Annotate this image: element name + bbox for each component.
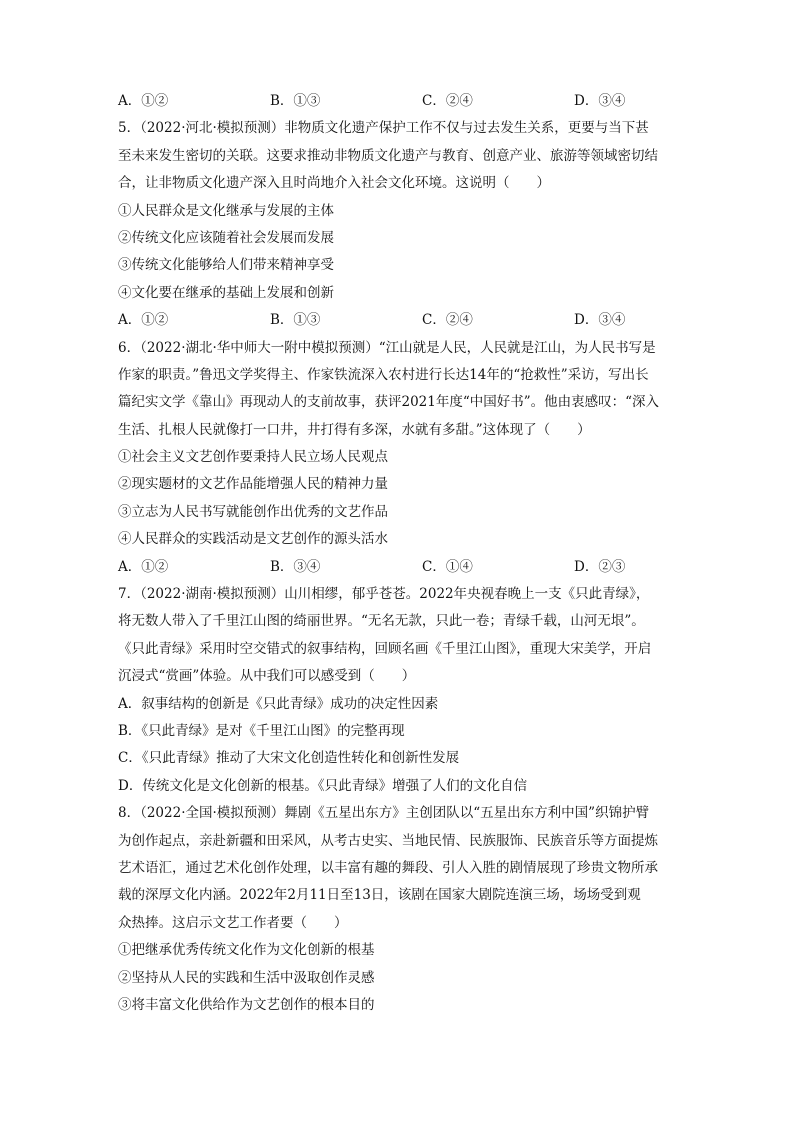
q8-stem-line-2: 为创作起点，亲赴新疆和田采风，从考古史实、当地民情、民族服饰、民族音乐等方面提炼 xyxy=(118,832,658,849)
q6-option-b: B．③④ xyxy=(270,558,321,575)
q5-option-b: B．①③ xyxy=(270,312,321,329)
q6-option-d: D．②③ xyxy=(574,558,626,575)
q6-stem-line-3: 篇纪实文学《靠山》再现动人的支前故事，获评2021年度“中国好书”。他由衷感叹：“深入 xyxy=(118,394,660,411)
q7-stem-line-1: 7．（2022·湖南·模拟预测）山川相缪，郁乎苍苍。2022年央视春晚上一支《只此青绿》， xyxy=(118,586,650,603)
q8-stem-line-3: 艺术语汇，通过艺术化创作处理，以丰富有趣的舞段、引人入胜的剧情展现了珍贵文物所承 xyxy=(118,859,658,876)
q6-option-a: A．①② xyxy=(118,558,169,575)
q5-item-2: ②传统文化应该随着社会发展而发展 xyxy=(118,229,334,246)
q8-item-3: ③将丰富文化供给作为文艺创作的根本目的 xyxy=(118,996,375,1013)
q5-option-a: A．①② xyxy=(118,312,169,329)
q8-item-2: ②坚持从人民的实践和生活中汲取创作灵感 xyxy=(118,969,375,986)
q6-stem-line-1: 6．（2022·湖北·华中师大一附中模拟预测）“江山就是人民，人民就是江山，为人民书写是 xyxy=(118,339,656,356)
q6-item-3: ③立志为人民书写就能创作出优秀的文艺作品 xyxy=(118,503,388,520)
q7-choice-a: A．叙事结构的创新是《只此青绿》成功的决定性因素 xyxy=(118,695,439,712)
question-7 xyxy=(118,581,678,800)
q8-stem-line-1: 8．（2022·全国·模拟预测）舞剧《五星出东方》主创团队以“五星出东方利中国”织锦护臂 xyxy=(118,805,650,822)
q6-item-1: ①社会主义文艺创作要秉持人民立场人民观点 xyxy=(118,449,388,466)
q7-stem-line-4: 沉浸式“赏画”体验。从中我们可以感受到（ ） xyxy=(118,668,416,685)
q6-options xyxy=(118,554,678,581)
page-content xyxy=(118,88,678,1019)
q7-choice-b: B．《只此青绿》是对《千里江山图》的完整再现 xyxy=(118,722,405,739)
q4-options xyxy=(118,88,678,115)
q6-stem-line-4: 生活、扎根人民就像打一口井，井打得有多深，水就有多甜。”这体现了（ ） xyxy=(118,421,591,438)
q4-option-d: D．③④ xyxy=(574,93,626,109)
q8-stem-line-4: 载的深厚文化内涵。2022年2月11日至13日，该剧在国家大剧院连演三场，场场受到观 xyxy=(118,887,641,904)
q7-choice-c: C．《只此青绿》推动了大宋文化创造性转化和创新性发展 xyxy=(118,750,460,767)
q5-option-c: C．②④ xyxy=(422,312,473,329)
q6-item-4: ④人民群众的实践活动是文艺创作的源头活水 xyxy=(118,531,388,548)
q6-item-2: ②现实题材的文艺作品能增强人民的精神力量 xyxy=(118,476,388,493)
q5-stem-line-3: 合，让非物质文化遗产深入且时尚地介入社会文化环境。这说明（ ） xyxy=(118,175,550,192)
q7-choice-d: D．传统文化是文化创新的根基。《只此青绿》增强了人们的文化自信 xyxy=(118,777,528,794)
q5-stem-line-1: 5．（2022·河北·模拟预测）非物质文化遗产保护工作不仅与过去发生关系，更要与当下甚 xyxy=(118,120,649,137)
q5-stem-line-2: 至未来发生密切的关联。这要求推动非物质文化遗产与教育、创意产业、旅游等领域密切结 xyxy=(118,147,658,164)
q6-option-c: C．①④ xyxy=(422,558,473,575)
q7-stem-line-3: 《只此青绿》采用时空交错式的叙事结构，回顾名画《千里江山图》，重现大宋美学，开启 xyxy=(118,640,652,657)
q4-option-c: C．②④ xyxy=(422,93,473,109)
q5-item-1: ①人民群众是文化继承与发展的主体 xyxy=(118,202,334,219)
q5-item-4: ④文化要在继承的基础上发展和创新 xyxy=(118,284,334,301)
q8-item-1: ①把继承优秀传统文化作为文化创新的根基 xyxy=(118,942,375,959)
question-6 xyxy=(118,335,678,582)
q6-stem-line-2: 作家的职责。”鲁迅文学奖得主、作家铁流深入农村进行长达14年的“抢救性”采访，写出长 xyxy=(118,366,649,383)
question-8 xyxy=(118,800,678,1019)
q5-options xyxy=(118,307,678,334)
q4-option-a: A．①② xyxy=(118,93,169,109)
question-5 xyxy=(118,115,678,334)
q5-option-d: D．③④ xyxy=(574,312,626,329)
q5-item-3: ③传统文化能够给人们带来精神享受 xyxy=(118,257,334,274)
q4-option-b: B．①③ xyxy=(270,93,321,109)
q8-stem-line-5: 众热捧。这启示文艺工作者要（ ） xyxy=(118,914,348,931)
q7-stem-line-2: 将无数人带入了千里江山图的绮丽世界。“无名无款，只此一卷；青绿千载，山河无垠”。 xyxy=(118,613,645,630)
